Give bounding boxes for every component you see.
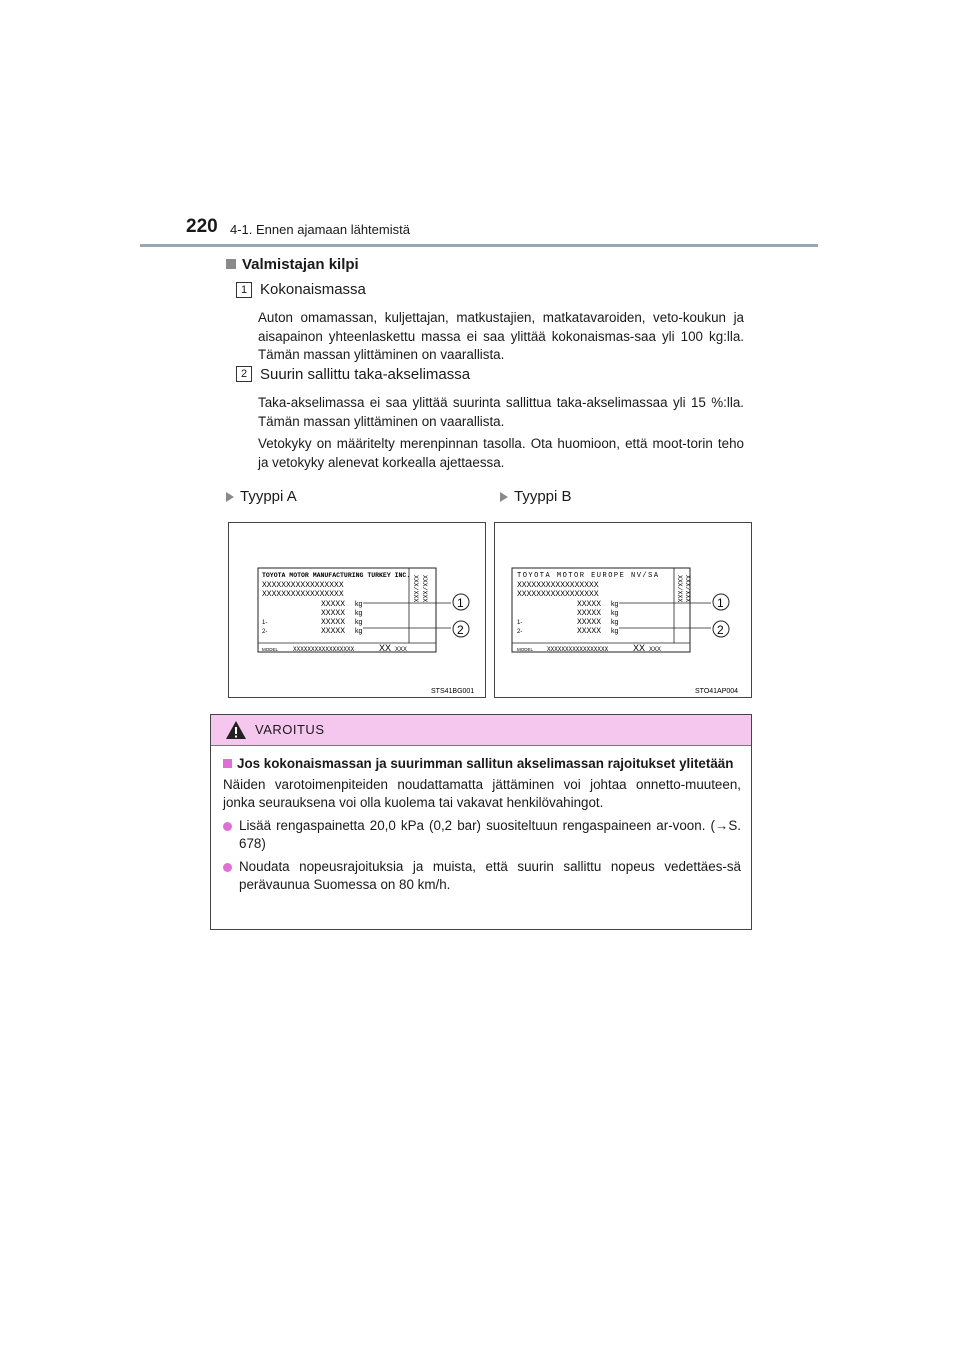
- plate-model-value: XXXXXXXXXXXXXXXXX: [547, 646, 609, 653]
- triangle-icon: [226, 492, 234, 502]
- plate-unit-1: kg: [355, 601, 363, 608]
- plate-illustration-a: [229, 523, 485, 697]
- item-2-paragraph-2: Vetokyky on määritelty merenpinnan tasolla. Ota huomioon, että moot-torin teho ja vetokyky alenevat korkealla ajettaessa.: [258, 436, 744, 470]
- header-rule: [140, 244, 818, 247]
- plate-unit-3: kg: [611, 619, 619, 626]
- plate-weight-4: XXXXX: [321, 627, 346, 636]
- plate-model-xxx: XXX: [395, 647, 408, 653]
- plate-line-2: XXXXXXXXXXXXXXXXX: [517, 590, 599, 599]
- plate-axle-1: 1-: [262, 620, 268, 626]
- bullet-dot-icon: [223, 863, 232, 872]
- warning-bullet-1-text: Lisää rengaspainetta 20,0 kPa (0,2 bar) suositeltuun rengaspaineen ar-voon. (→S. 678): [239, 817, 741, 851]
- section-title-text: Valmistajan kilpi: [242, 256, 359, 273]
- plate-side-col-2: XXX/XXX: [421, 575, 428, 603]
- square-bullet-icon: [223, 759, 232, 768]
- warning-box: [210, 714, 752, 930]
- warning-triangle-icon: [225, 720, 247, 740]
- callout-2: 2: [717, 623, 724, 637]
- plate-illustration-b: [495, 523, 751, 697]
- item-2-title: Suurin sallittu taka-akselimassa: [260, 366, 471, 383]
- marker-2: 2: [236, 366, 252, 382]
- plate-axle-2: 2-: [517, 629, 523, 635]
- plate-side-col-1: XXX/XXX: [676, 575, 683, 603]
- warning-title: VAROITUS: [255, 722, 325, 737]
- plate-model-xxx: XXX: [649, 647, 662, 653]
- callout-2: 2: [457, 623, 464, 637]
- warning-bullet-2: [223, 858, 741, 895]
- type-a-label: [226, 488, 297, 505]
- plate-weight-3: XXXXX: [577, 618, 602, 627]
- section-title: [226, 256, 359, 273]
- item-2-paragraph-1: Taka-akselimassa ei saa ylittää suurinta sallittua taka-akselimassaa yli 15 %:lla. Tämän massan ylittäminen on vaarallista.: [258, 395, 744, 429]
- callout-1: 1: [457, 596, 464, 610]
- plate-unit-2: kg: [355, 610, 363, 617]
- plate-model-xx: XX: [633, 643, 646, 653]
- item-1-title: Kokonaismassa: [260, 281, 366, 298]
- plate-unit-1: kg: [611, 601, 619, 608]
- plate-unit-3: kg: [355, 619, 363, 626]
- square-bullet-icon: [226, 259, 236, 269]
- type-b-text: Tyyppi B: [514, 488, 572, 505]
- figure-b-code: STO41AP004: [695, 688, 739, 695]
- warning-header: [211, 715, 751, 746]
- warning-text: Näiden varotoimenpiteiden noudattamatta jättäminen voi johtaa onnetto-muuteen, jonka seurauksena voi olla kuolema tai vakavat henkilövahingot.: [223, 776, 741, 810]
- plate-unit-4: kg: [355, 628, 363, 635]
- page-number: 220: [186, 216, 218, 237]
- item-1-paragraph: Auton omamassan, kuljettajan, matkustajien, matkatavaroiden, veto-koukun ja aisapainon yhteenlaskettu massa ei saa ylittää kokonaismas-saa yli 100 kg:lla. Tämän massan ylittäminen on vaarallista.: [258, 310, 744, 362]
- callout-1: 1: [717, 596, 724, 610]
- plate-line-1: XXXXXXXXXXXXXXXXX: [517, 581, 599, 590]
- plate-manufacturer: TOYOTA MOTOR EUROPE NV/SA: [517, 572, 660, 580]
- plate-axle-2: 2-: [262, 629, 268, 635]
- section-header: 4-1. Ennen ajamaan lähtemistä: [230, 222, 410, 237]
- warning-bullet-2-text: Noudata nopeusrajoituksia ja muista, että suurin sallittu nopeus vedettäes-sä perävaunua Suomessa on 80 km/h.: [239, 858, 741, 892]
- plate-axle-1: 1-: [517, 620, 523, 626]
- plate-side-col-2: XXX/XXX: [684, 575, 691, 603]
- marker-1: 1: [236, 282, 252, 298]
- warning-heading: [223, 755, 741, 774]
- plate-unit-4: kg: [611, 628, 619, 635]
- plate-model-label: MODEL: [517, 647, 534, 652]
- figure-type-a: [228, 522, 486, 698]
- warning-bullet-1: [223, 817, 741, 854]
- plate-weight-2: XXXXX: [577, 609, 602, 618]
- plate-weight-1: XXXXX: [577, 600, 602, 609]
- bullet-dot-icon: [223, 822, 232, 831]
- figure-a-code: STS41BG001: [431, 688, 475, 695]
- plate-weight-4: XXXXX: [577, 627, 602, 636]
- figure-type-b: [494, 522, 752, 698]
- plate-model-label: MODEL: [262, 647, 279, 652]
- plate-line-2: XXXXXXXXXXXXXXXXX: [262, 590, 344, 599]
- triangle-icon: [500, 492, 508, 502]
- plate-model-value: XXXXXXXXXXXXXXXXX: [293, 646, 355, 653]
- type-b-label: [500, 488, 572, 505]
- warning-heading-text: Jos kokonaismassan ja suurimman sallitun akselimassan rajoitukset ylitetään: [237, 756, 734, 771]
- plate-manufacturer: TOYOTA MOTOR MANUFACTURING TURKEY INC.: [262, 572, 411, 579]
- plate-weight-3: XXXXX: [321, 618, 346, 627]
- plate-side-col-1: XXX/XXX: [412, 575, 419, 603]
- plate-model-xx: XX: [379, 643, 392, 653]
- plate-weight-2: XXXXX: [321, 609, 346, 618]
- plate-unit-2: kg: [611, 610, 619, 617]
- plate-weight-1: XXXXX: [321, 600, 346, 609]
- plate-line-1: XXXXXXXXXXXXXXXXX: [262, 581, 344, 590]
- warning-body: [223, 755, 741, 895]
- type-a-text: Tyyppi A: [240, 488, 297, 505]
